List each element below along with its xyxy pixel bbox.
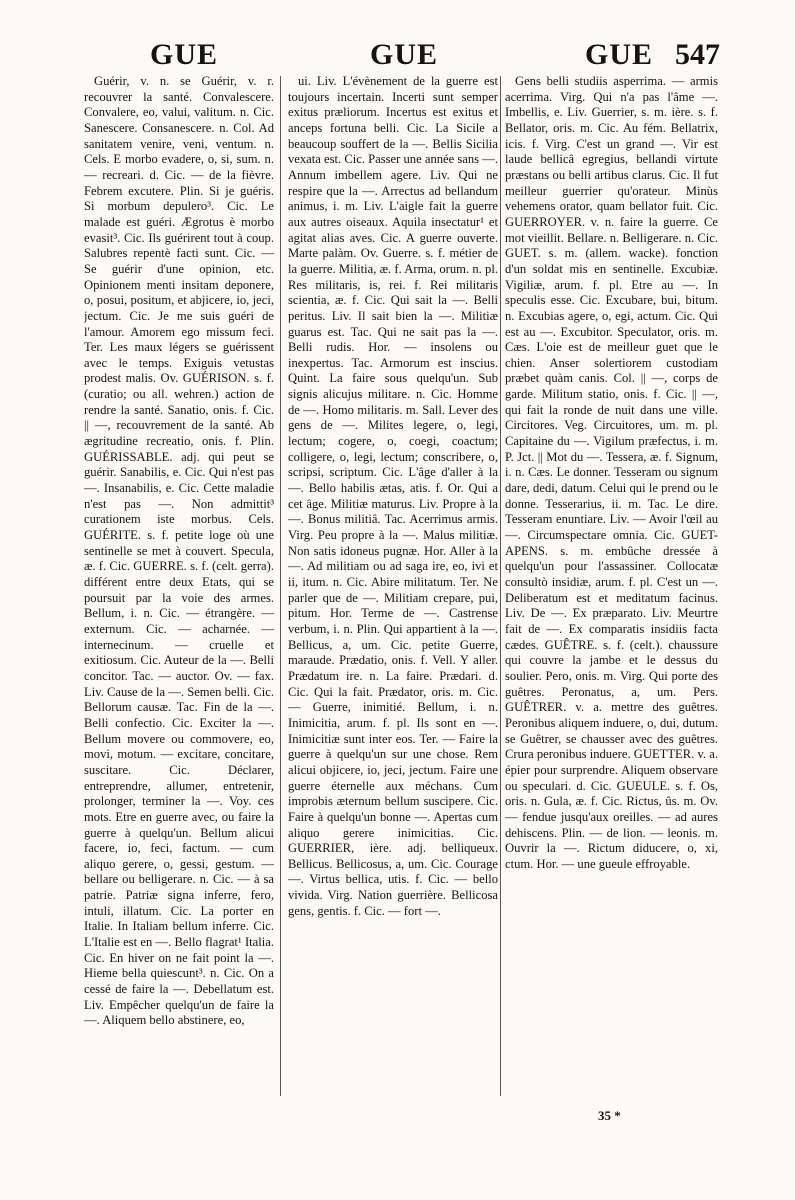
column-divider	[500, 76, 501, 1096]
column-text: ui. Liv. L'évènement de la guerre est toujours incertain. Incerti sunt semper exitus præliorum. Incertus est exitus et anceps fortuna belli. Cic. La Sicile a beaucoup souffert de la —. Bellis Sicilia vexata est. Cic. Passer une année sans —. Annum imbellem agere. Liv. Qui ne respire que la —. Arrectus ad bellandum animus, i. m. Liv. L'aigle fait la guerre aux autres oiseaux. Aquila insectatur¹ et agitat alias aves. Cic. A guerre ouverte. Marte palàm. Ov. Guerre. s. f. métier de la guerre. Militia, æ. f. Arma, orum. n. pl. Res militaris, is, rei. f. Rei militaris scientia, æ. f. Cic. Qui sait la —. Belli peritus. Liv. Il sait bien la —. Militiæ guarus est. Tac. Qui ne sait pas la —. Belli rudis. Hor. — insolens ou inexpertus. Tac. Armorum est inscius. Quint. La faire sous quelqu'un. Sub signis alicujus militare. n. Cic. Homme de —. Homo militaris. m. Sall. Lever des gens de —. Milites legere, o, legi, lectum; cogere, o, coegi, coactum; colligere, o, legi, lectum; conscribere, o, scripsi, scriptum. Cic. L'âge d'aller à la —. Bello habilis ætas, atis. f. Or. Qui a cet âge. Militiæ maturus. Liv. Propre à la —. Bonus militiâ. Tac. Acerrimus armis. Virg. Peu propre à la —. Malus militiæ. Non satis idoneus pugnæ. Hor. Aller à la —. Ad militiam ou ad saga ire, eo, ivi et ii, itum. n. Cic. Abire militatum. Ter. Ne parler que de —. Militiam crepare, pui, pitum. Hor. Terme de —. Castrense verbum, i. n. Plin. Qui appartient à la —. Bellicus, a, um. Cic. petite Guerre, maraude. Prædatio, onis. f. Vell. Y aller. Prædatum ire. n. La faire. Prædari. d. Cic. Qui la fait. Prædator, oris. m. Cic. — Guerre, inimitié. Bellum, i. n. Inimicitia, arum. f. pl. Ils sont en —. Inimicitiæ sunt inter eos. Ter. — Faire la guerre à quelqu'un sur une chose. Rem alicui objicere, io, jeci, jectum. Faire une guerre éternelle aux méchans. Cum improbis æternum bellum suscipere. Cic. Faire à quelqu'un bonne —. Apertas cum aliquo gerere inimicitias. Cic. GUERRIER, ière. adj. belliqueux. Bellicus. Bellicosus, a, um. Cic. Courage —. Virtus bellica, utis. f. Cic. — bello vivida. Virg. Nation guerrière. Bellicosa gens, gentis. f. Cic. — fort —.	[288, 74, 498, 918]
signature-mark: 35 *	[598, 1108, 621, 1123]
header-left-guide-word: GUE	[150, 38, 219, 71]
column-text: Gens belli studiis asperrima. — armis acerrima. Virg. Qui n'a pas l'âme —. Imbellis, e. Liv. Guerrier, s. m. ière. s. f. Bellator, oris. m. Cic. Au fém. Bellatrix, icis. f. Virg. C'est un grand —. Vir est laude bellicâ egregius, bellandi virtute præstans ou belli artibus clarus. Cic. Il fut meilleur guerrier qu'orateur. Minùs vehemens orator, quam bellator fuit. Cic. GUERROYER. v. n. faire la guerre. Ce mot vieillit. Bellare. n. Belligerare. n. Cic. GUET. s. m. (allem. wacke). fonction d'un soldat mis en sentinelle. Excubiæ. Vigiliæ, arum. f. pl. Etre au —. In speculis esse. Cic. Excubare, bui, bitum. n. Excubias agere, o, egi, actum. Cic. Qui est au —. Excubitor. Speculator, oris. m. Cæs. L'oie est de meilleur guet que le chien. Anser solertiorem custodiam præbet quàm canis. Col. || —, corps de garde. Militum statio, onis. f. Cic. || —, qui fait la ronde de nuit dans une ville. Circitores. Veg. Circuitores, um. m. pl. Capitaine du —. Vigilum præfectus, i. m. P. Jct. || Mot du —. Tessera, æ. f. Signum, i. n. Cæs. Le donner. Tesseram ou signum dare, dedi, datum. Celui qui le prend ou le donne. Tesserarius, ii. m. Tac. Le dire. Tesseram enuntiare. Liv. — Avoir l'œil au —. Circumspectare omnia. Cic. GUET-APENS. s. m. embûche dressée à quelqu'un pour l'assassiner. Collocatæ consultò insidiæ, arum. f. pl. C'est un —. Deliberatum est et meditatum facinus. Liv. De —. Ex præparato. Liv. Meurtre fait de —. Ex comparatis insidiis facta cædes. GUÊTRE. s. f. (celt.). chaussure qui couvre la jambe et le dessus du soulier. Pero, onis. m. Virg. Qui porte des guêtres. Peronatus, a, um. Pers. GUÊTRER. v. a. mettre des guêtres. Peronibus aliquem induere, o, dui, dutum. se Guêtrer, se chausser avec des guêtres. Crura peronibus induere. GUETTER. v. a. épier pour surprendre. Aliquem observare ou speculari. d. Cic. GUEULE. s. f. Os, oris. n. Gula, æ. f. Cic. Rictus, ûs. m. Ov. — fendue jusqu'aux oreilles. — ad aures dehiscens. Plin. — de lion. — leonis. m. Ouvrir la —. Rictum diducere, o, xi, ctum. Hor. — une gueule effroyable.	[505, 74, 718, 871]
header-center-guide-word: GUE	[370, 38, 439, 71]
dictionary-column-left	[84, 74, 274, 1104]
running-header	[80, 38, 720, 78]
page-number: 547	[675, 38, 720, 71]
column-text: Guérir, v. n. se Guérir, v. r. recouvrer la santé. Convalescere. Convalere, eo, valui, valitum. n. Cic. Sanescere. Consanescere. n. Col. Ad sanitatem venire, veni, ventum. n. Cels. E morbo evadere, o, si, sum. n. — recreari. d. Cic. — de la fièvre. Febrem excutere. Plin. Si je guéris. Si morbum depulero³. Cic. Le malade est guéri. Ægrotus è morbo evasit³. Cic. Ils guérirent tout à coup. Salubres repentè facti sunt. Cic. — Se guérir d'une opinion, etc. Opinionem menti insitam deponere, o, posui, positum, et abjicere, io, jeci, jectum. Cic. Je me suis guéri de l'amour. Amorem ego missum feci. Ter. Les maux légers se guérissent avec le temps. Exiguis vetustas prodest malis. Ov. GUÉRISON. s. f. (curatio; ou all. wehren.) action de rendre la santé. Sanatio, onis. f. Cic. || —, recouvrement de la santé. Ab ægritudine recreatio, onis. f. Plin. GUÉRISSABLE. adj. qui peut se guérir. Sanabilis, e. Cic. Qui n'est pas —. Insanabilis, e. Cic. Cette maladie n'est pas —. Non admittit³ curationem iste morbus. Cels. GUÉRITE. s. f. petite loge où une sentinelle se met à couvert. Specula, æ. f. Cic. GUERRE. s. f. (celt. gerra). différent entre deux Etats, qui se poursuit par la voie des armes. Bellum, i. n. Cic. — étrangère. — externum. Cic. — acharnée. — internecinum. — cruelle et exitiosum. Cic. Auteur de la —. Belli concitor. Tac. — auctor. Ov. — fax. Liv. Cause de la —. Semen belli. Cic. Bellorum causæ. Tac. Fin de la —. Belli confectio. Cic. Exciter la —. Bellum movere ou commovere, eo, movi, motum. — excitare, concitare, suscitare. Cic. Déclarer, entreprendre, allumer, entretenir, prolonger, terminer la —. Voy. ces mots. Etre en guerre avec, ou faire la guerre à quelqu'un. Bellum alicui facere, io, feci, factum. — cum aliquo gerere, o, gessi, gestum. — bellare ou belligerare. n. Cic. — à sa patrie. Patriæ signa inferre, fero, intuli, illatum. Cic. La porter en Italie. In Italiam bellum inferre. Cic. L'Italie est en —. Bello flagrat¹ Italia. Cic. En hiver on ne fait point la —. Hieme bella quiescunt³. n. Cic. On a cessé de faire la —. Debellatum est. Liv. Empêcher quelqu'un de faire la —. Aliquem bello abstinere, eo,	[84, 74, 274, 1028]
dictionary-column-right	[505, 74, 718, 1104]
dictionary-column-middle	[288, 74, 498, 1104]
header-right-guide-word: GUE	[585, 38, 654, 71]
column-divider	[280, 76, 281, 1096]
